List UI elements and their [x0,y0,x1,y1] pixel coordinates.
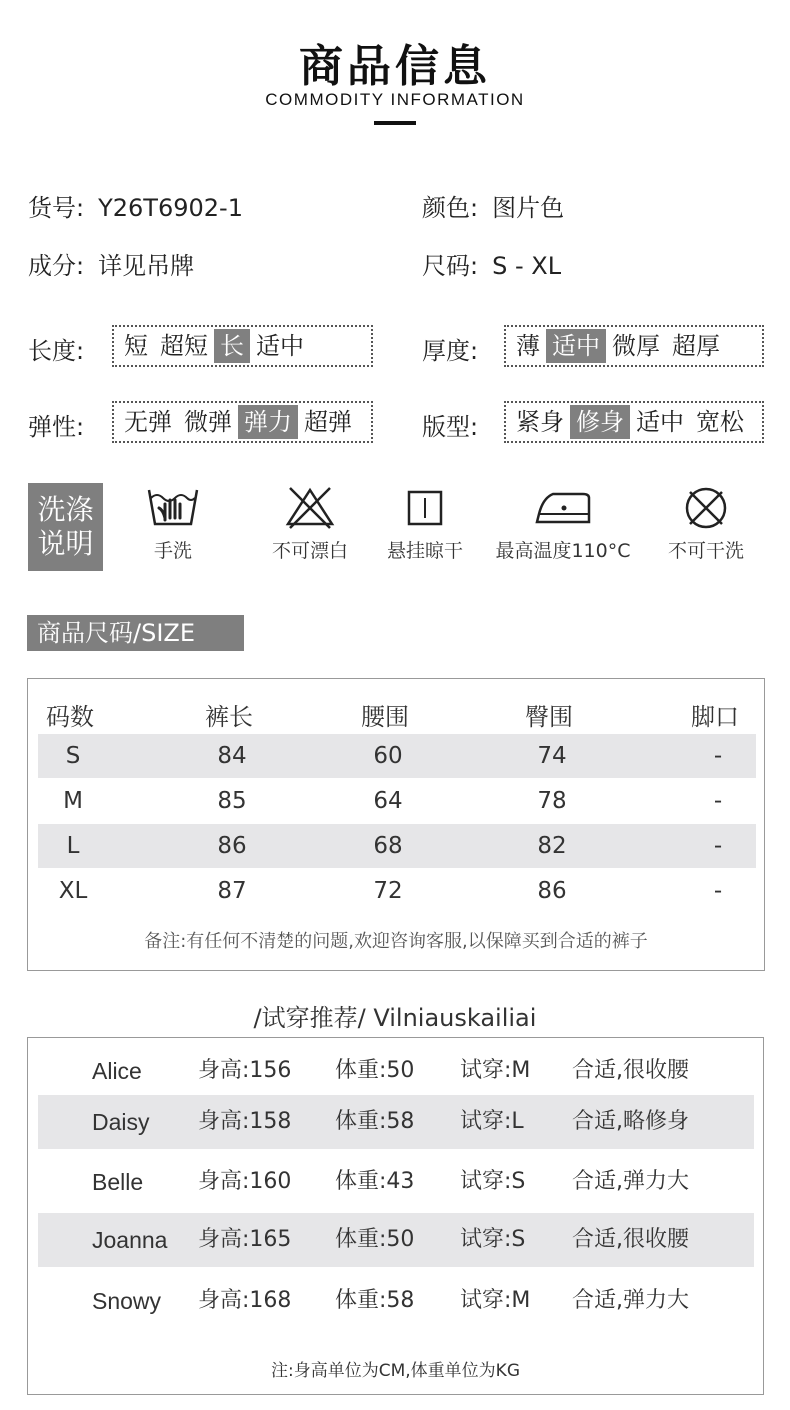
size-cell: L [66,833,80,859]
wash-label: 不可漂白 [271,540,348,562]
model-height: 身高:165 [198,1227,292,1252]
fit-label: 版型: [422,413,479,441]
model-comment: 合适,很收腰 [572,1058,689,1083]
hem-cell: - [713,878,723,904]
page-subtitle: COMMODITY INFORMATION [265,90,525,109]
hem-cell: - [713,788,723,814]
model-height: 身高:158 [198,1109,292,1134]
table-row [38,1155,754,1209]
model-weight: 体重:43 [335,1169,415,1194]
fit-option-1: 修身 [570,405,630,439]
hip-cell: 82 [537,833,567,859]
fit-option-3: 宽松 [696,408,744,436]
table-row [38,1213,754,1267]
iron-icon [533,484,593,530]
model-size: 试穿:M [460,1288,531,1313]
size-header-size: 码数 [46,703,94,731]
size-header-length: 裤长 [205,703,253,731]
hem-cell: - [713,743,723,769]
size-cell: S [65,743,81,769]
size-header-waist: 腰围 [361,703,409,731]
waist-cell: 64 [373,788,403,814]
elasticity-option-2: 弹力 [238,405,298,439]
size-header-hip: 臀围 [525,703,573,731]
model-name: Belle [92,1169,144,1195]
model-comment: 合适,略修身 [572,1109,689,1134]
length-options [112,325,373,367]
table-row [38,734,756,778]
hip-cell: 74 [537,743,567,769]
model-size: 试穿:S [460,1169,526,1194]
size-section-badge: 商品尺码/SIZE [27,615,244,651]
length-option-1: 超短 [160,332,208,360]
try-on-note: 注:身高单位为CM,体重单位为KG [271,1361,520,1381]
wash-badge [28,483,103,571]
hem-cell: - [713,833,723,859]
wash-label: 不可干洗 [667,540,744,562]
model-name: Joanna [92,1227,168,1253]
wash-label: 最高温度110°C [495,540,631,562]
elasticity-option-0: 无弹 [124,408,172,436]
length-cell: 86 [217,833,247,859]
length-option-3: 适中 [256,332,304,360]
size-cell: XL [58,878,88,904]
model-name: Daisy [92,1109,150,1135]
elasticity-option-3: 超弹 [304,408,352,436]
elasticity-label: 弹性: [28,413,85,441]
size-header-hem: 脚口 [691,703,739,731]
try-on-table [27,1037,764,1395]
model-height: 身高:168 [198,1288,292,1313]
thickness-options [504,325,764,367]
elasticity-option-1: 微弹 [184,408,232,436]
fit-option-2: 适中 [636,408,684,436]
size-cell: M [63,788,83,814]
length-option-2: 长 [214,329,250,363]
wash-badge-line1: 洗涤 [37,493,94,526]
length-option-0: 短 [124,332,148,360]
size-table [27,678,765,971]
waist-cell: 72 [373,878,403,904]
wash-item-no-dry-clean [641,484,771,563]
color-value: 图片色 [492,194,565,222]
thickness-option-0: 薄 [516,332,540,360]
material-value: 详见吊牌 [98,252,195,280]
size-label: 尺码: [422,252,479,280]
wash-item-hang-dry [360,484,490,563]
model-weight: 体重:50 [335,1058,415,1083]
waist-cell: 68 [373,833,403,859]
size-info [422,246,561,281]
table-row [38,869,756,913]
hang-dry-icon [395,484,455,530]
table-row [38,1274,754,1328]
length-cell: 84 [217,743,247,769]
material-label: 成分: [28,252,85,280]
no-bleach-icon [280,484,340,530]
wash-badge-line2: 说明 [37,527,94,560]
wash-item-no-bleach [245,484,375,563]
hip-cell: 86 [537,878,567,904]
fit-option-0: 紧身 [516,408,564,436]
model-comment: 合适,弹力大 [572,1288,689,1313]
model-weight: 体重:58 [335,1288,415,1313]
model-size: 试穿:L [460,1109,524,1134]
fit-options [504,401,764,443]
elasticity-options [112,401,373,443]
length-cell: 85 [217,788,247,814]
color-label: 颜色: [422,194,479,222]
hip-cell: 78 [537,788,567,814]
length-label: 长度: [28,337,85,365]
model-comment: 合适,很收腰 [572,1227,689,1252]
table-row [38,1095,754,1149]
model-height: 身高:156 [198,1058,292,1083]
table-row [38,824,756,868]
try-on-heading: /试穿推荐/ Vilniauskailiai [253,1004,537,1032]
size-note: 备注:有任何不清楚的问题,欢迎咨询客服,以保障买到合适的裤子 [144,931,648,952]
wash-label: 悬挂晾干 [386,540,463,562]
table-row [38,1044,754,1098]
wash-item-hand-wash [108,484,238,563]
model-size: 试穿:S [460,1227,526,1252]
thickness-option-1: 适中 [546,329,606,363]
item-number-label: 货号: [28,194,85,222]
material-info [28,246,194,281]
wash-label: 手洗 [153,540,192,562]
length-cell: 87 [217,878,247,904]
wash-item-iron [495,484,631,563]
model-weight: 体重:50 [335,1227,415,1252]
hand-wash-icon [143,484,203,530]
thickness-option-3: 超厚 [672,332,720,360]
thickness-label: 厚度: [422,337,479,365]
table-row [38,779,756,823]
size-value: S - XL [492,252,562,280]
thickness-option-2: 微厚 [612,332,660,360]
model-name: Snowy [92,1288,162,1314]
item-number-value: Y26T6902-1 [98,194,243,222]
item-number [28,188,243,223]
model-height: 身高:160 [198,1169,292,1194]
waist-cell: 60 [373,743,403,769]
color-info [422,188,564,223]
no-dry-clean-icon [676,484,736,530]
title-divider [374,121,416,125]
model-comment: 合适,弹力大 [572,1169,689,1194]
page-title: 商品信息 [299,41,491,92]
model-name: Alice [92,1058,142,1084]
model-size: 试穿:M [460,1058,531,1083]
model-weight: 体重:58 [335,1109,415,1134]
